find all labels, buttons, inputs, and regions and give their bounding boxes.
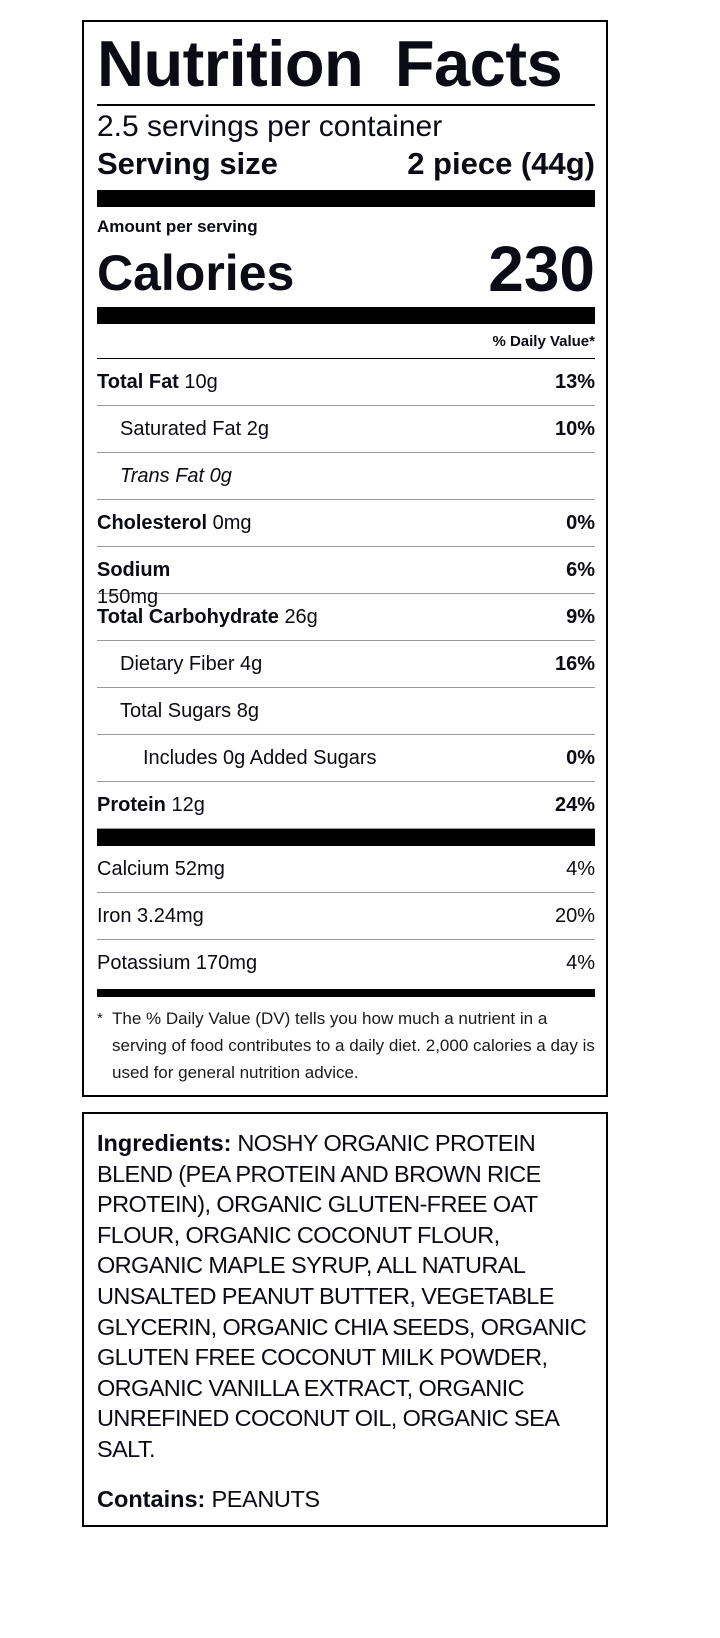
calories-divider [97, 307, 595, 324]
daily-value-footnote [97, 1005, 595, 1086]
ingredients-list [97, 1128, 596, 1465]
servings-per-container: 2.5 servings per container [97, 110, 443, 143]
vitamin-dv: 20% [554, 904, 595, 927]
footnote-text: The % Daily Value (DV) tells you how much a nutrient in a serving of food contributes to a daily diet. 2,000 calories a day is used for general nutrition advice. [112, 1009, 595, 1082]
amount-per-serving: Amount per serving [97, 217, 258, 236]
nutrient-row-added-sugars [97, 735, 595, 782]
nutrient-name: Total Sugars 8g [120, 699, 259, 722]
nutrient-name: Saturated Fat 2g [120, 417, 269, 440]
nutrient-row-trans-fat [97, 453, 595, 500]
contains-label: Contains: [97, 1486, 206, 1512]
serving-size-row [97, 144, 595, 184]
footnote-divider [97, 989, 595, 997]
ingredients-panel [82, 1112, 608, 1527]
calories-value: 230 [488, 233, 595, 305]
nutrient-row-cholesterol [97, 500, 595, 547]
vitamin-row-calcium [97, 846, 595, 893]
nutrient-name: Trans Fat 0g [120, 464, 232, 487]
nutrient-dv: 0% [566, 746, 595, 769]
nutrient-dv: 13% [554, 370, 595, 393]
footnote-asterisk: * [97, 1010, 103, 1027]
nutrient-name: Dietary Fiber 4g [120, 652, 263, 675]
panel-title: Nutrition Facts [97, 27, 563, 100]
nutrient-dv: 9% [566, 605, 595, 628]
vitamin-name: Iron 3.24mg [97, 904, 204, 927]
calories-label: Calories [97, 245, 295, 301]
nutrient-amount: 0mg [212, 511, 252, 534]
vitamin-name: Potassium 170mg [97, 952, 258, 974]
nutrient-dv: 10% [554, 417, 595, 440]
contains-value: PEANUTS [211, 1486, 320, 1512]
nutrient-name: Protein [97, 793, 166, 816]
nutrient-amount: 10g [184, 370, 218, 393]
vitamin-dv: 4% [566, 952, 595, 974]
title-divider [97, 104, 595, 106]
nutrient-row-total-carbohydrate [97, 594, 595, 641]
vitamin-name: Calcium 52mg [97, 857, 225, 880]
nutrition-facts-panel [82, 20, 608, 1097]
vitamins-divider [97, 829, 595, 846]
nutrient-amount: 26g [284, 605, 318, 628]
vitamin-row-potassium [97, 940, 595, 987]
nutrient-row-sodium [97, 547, 595, 608]
nutrient-name: Total Fat [97, 370, 179, 393]
nutrient-amount: 150mg [97, 586, 159, 608]
nutrient-row-protein [97, 782, 595, 829]
nutrient-dv: 24% [554, 793, 595, 816]
nutrient-name: Sodium [97, 558, 171, 581]
nutrient-amount: 12g [171, 793, 205, 816]
calories-row [97, 233, 595, 305]
serving-size-label: Serving size [97, 146, 278, 181]
nutrient-name: Total Carbohydrate [97, 605, 279, 628]
allergen-statement [97, 1484, 320, 1514]
nutrient-dv: 6% [566, 558, 595, 581]
ingredients-label: Ingredients: [97, 1130, 232, 1156]
vitamin-row-iron [97, 893, 595, 940]
vitamin-dv: 4% [566, 857, 595, 880]
thick-divider [97, 190, 595, 207]
daily-value-header: % Daily Value* [97, 332, 595, 359]
nutrient-row-total-fat [97, 359, 595, 406]
nutrient-dv: 0% [566, 511, 595, 534]
nutrient-row-dietary-fiber [97, 641, 595, 688]
nutrient-row-total-sugars [97, 688, 595, 735]
nutrient-row-saturated-fat [97, 406, 595, 453]
ingredients-text: NOSHY ORGANIC PROTEIN BLEND (PEA PROTEIN AND BROWN RICE PROTEIN), ORGANIC GLUTEN-FREE OAT FLOUR, ORGANIC COCONUT FLOUR, ORGANIC MAPLE SYRUP, ALL NATURAL UNSALTED PEANUT BUTTER, VEGETABLE GLYCERIN, ORGANIC CHIA SEEDS, ORGANIC GLUTEN FREE COCONUT MILK POWDER, ORGANIC VANILLA EXTRACT, ORGANIC UNREFINED COCONUT OIL, ORGANIC SEA SALT. [97, 1130, 587, 1462]
nutrient-name: Includes 0g Added Sugars [143, 746, 377, 769]
nutrient-name: Cholesterol [97, 511, 208, 534]
serving-size-value: 2 piece (44g) [407, 146, 595, 181]
nutrient-dv: 16% [554, 652, 595, 675]
